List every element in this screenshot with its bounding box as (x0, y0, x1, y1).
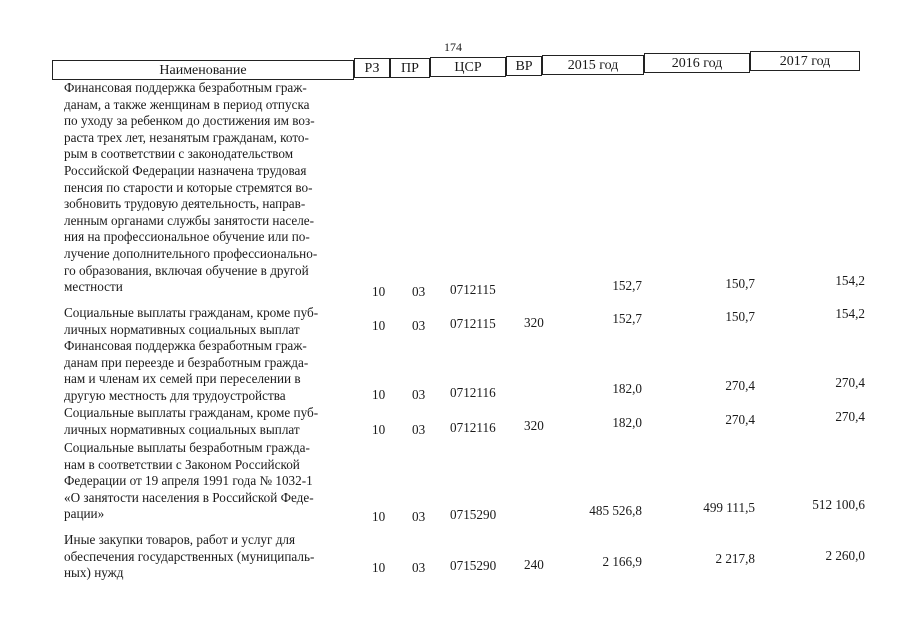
row-2017: 154,2 (835, 306, 865, 321)
row-csr: 0712116 (450, 420, 496, 435)
row-name: Иные закупки товаров, работ и услуг для обеспечения государственных (муниципаль- ных) нужд (64, 532, 315, 581)
row-2015: 485 526,8 (589, 503, 642, 518)
row-2015: 152,7 (612, 311, 642, 326)
row-name: Финансовая поддержка безработным граж- данам, а также женщинам в период отпуска по уходу за ребенком до достижения им воз- раста трех лет, незанятым гражданам, кото- рым в соответствии с законодательством Российской Федерации назначена трудовая пенсия по старости и которые стремятся во- зобновить трудовую деятельность, направ- ленным органами службы занятости населе- ния на профессиональное обучение или по- лучение дополнительного профессионально- го образования, включая обучение в другой местности (64, 80, 318, 295)
row-vr: 240 (524, 557, 544, 572)
row-2017: 270,4 (835, 375, 865, 390)
header-2015: 2015 год (542, 55, 644, 75)
row-name: Социальные выплаты гражданам, кроме пуб- личных нормативных социальных выплат (64, 405, 319, 437)
row-2017: 2 260,0 (825, 548, 865, 563)
row-2016: 150,7 (725, 309, 755, 324)
header-rz: РЗ (354, 58, 390, 78)
row-2015: 152,7 (612, 278, 642, 293)
row-2015: 182,0 (612, 381, 642, 396)
row-rz: 10 (372, 387, 386, 402)
row-2017: 154,2 (835, 273, 865, 288)
row-vr: 320 (524, 418, 544, 433)
row-csr: 0715290 (450, 558, 497, 573)
header-name: Наименование (52, 60, 354, 80)
row-pr: 03 (412, 509, 426, 524)
row-2016: 499 111,5 (703, 500, 755, 515)
row-rz: 10 (372, 318, 386, 333)
row-2017: 512 100,6 (812, 497, 865, 512)
header-csr: ЦСР (430, 57, 506, 77)
row-rz: 10 (372, 509, 386, 524)
row-rz: 10 (372, 284, 386, 299)
row-2017: 270,4 (835, 409, 865, 424)
header-vr: ВР (506, 56, 542, 76)
row-pr: 03 (412, 387, 426, 402)
header-pr: ПР (390, 58, 430, 78)
row-name: Финансовая поддержка безработным граж- данам при переезде и безработным гражда- нам и членам их семей при переселении в другую местность для трудоустройства (64, 338, 309, 403)
row-2016: 270,4 (725, 412, 755, 427)
row-rz: 10 (372, 422, 386, 437)
row-csr: 0715290 (450, 507, 497, 522)
row-name: Социальные выплаты безработным гражда- нам в соответствии с Законом Российской Федерации от 19 апреля 1991 года № 1032-1 «О занятости населения в Российской Феде- рации» (64, 440, 314, 522)
row-2015: 182,0 (612, 415, 642, 430)
row-pr: 03 (412, 284, 426, 299)
row-2016: 2 217,8 (715, 551, 755, 566)
page-number: 174 (444, 40, 462, 54)
row-2016: 150,7 (725, 276, 755, 291)
row-csr: 0712115 (450, 316, 496, 331)
row-csr: 0712115 (450, 282, 496, 297)
row-rz: 10 (372, 560, 386, 575)
row-pr: 03 (412, 318, 426, 333)
header-2016: 2016 год (644, 53, 750, 73)
row-pr: 03 (412, 422, 426, 437)
row-vr: 320 (524, 315, 544, 330)
row-name: Социальные выплаты гражданам, кроме пуб- личных нормативных социальных выплат (64, 305, 319, 337)
row-pr: 03 (412, 560, 426, 575)
row-2016: 270,4 (725, 378, 755, 393)
row-csr: 0712116 (450, 385, 496, 400)
header-2017: 2017 год (750, 51, 860, 71)
row-2015: 2 166,9 (602, 554, 642, 569)
